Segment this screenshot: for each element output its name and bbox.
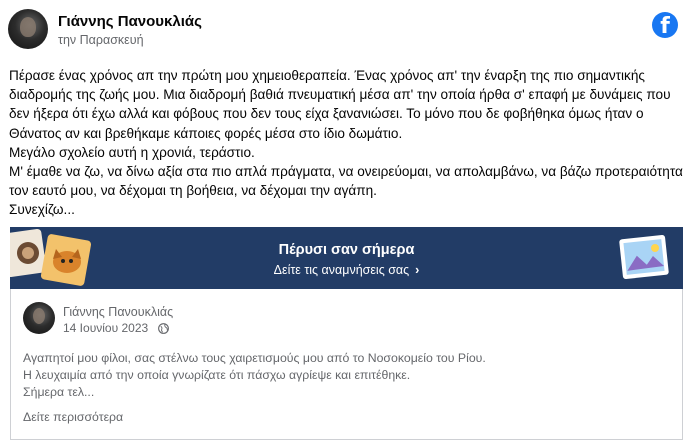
see-memories-link[interactable] [10,263,683,277]
post-text [9,66,683,220]
post-paragraph: Συνεχίζω... [9,202,75,218]
post-paragraph: Μεγάλο σχολείο αυτή η χρονιά, τεράστιο. [9,144,255,160]
see-more-link[interactable]: Δείτε περισσότερα [23,410,124,424]
shared-post-date[interactable] [63,321,169,335]
shared-post-date-text: 14 Ιουνίου 2023 [63,321,149,335]
shared-post-author[interactable]: Γιάννης Πανουκλιάς [63,305,174,319]
shared-author-avatar[interactable] [23,302,55,334]
post-header [8,9,684,53]
shared-post-line: Σήμερα τελ... [23,385,95,399]
shared-post-line: Η λευχαιμία από την οποία γνωρίζατε ότι πάσχω αγρίεψε και επιτέθηκε. [23,368,411,382]
see-memories-label: Δείτε τις αναμνήσεις σας [273,263,410,277]
shared-post-line: Αγαπητοί μου φίλοι, σας στέλνω τους χαιρετισμούς μου από το Νοσοκομείο του Ρίου. [23,351,486,365]
memories-title: Πέρυσι σαν σήμερα [278,242,415,258]
shared-memory-post[interactable] [10,289,683,440]
chevron-right-icon: › [415,263,420,277]
globe-icon [158,323,169,334]
shared-post-text [23,350,663,401]
post-timestamp[interactable]: την Παρασκευή [58,33,144,47]
author-avatar[interactable] [8,9,48,49]
memories-illustration-right [619,233,671,281]
post-paragraph: Μ' έμαθε να ζω, να δίνω αξία στα πιο απλά πράγματα, να ονειρεύομαι, να απολαμβάνω, να βάζω προτεραιότητα τον εαυτό μου, να δέχομαι τη βοήθεια, να δέχομαι την αγάπη. [9,164,683,199]
facebook-logo-icon[interactable]: f [652,12,678,38]
memories-illustration-left [10,227,100,289]
post-paragraph: Πέρασε ένας χρόνος απ την πρώτη μου χημειοθεραπεία. Ένας χρόνος απ' την έναρξη της πιο σημαντικής διαδρομής της ζωής μου. Μια διαδρομή βαθιά πνευματική μέσα απ' την οποία ήρθα σ' επαφή με δυνάμεις που δεν ήξερα ότι έχω αλλά και φόβους που δεν τους είχα ξανανιώσει. Το μόνο που δε φοβήθηκα όμως ήταν ο Θάνατος αν και βρεθήκαμε κάποιες φορές μέσα στο ίδιο δωμάτιο. [9,68,671,141]
memories-banner[interactable] [10,227,683,289]
post-author-name[interactable]: Γιάννης Πανουκλιάς [58,13,202,30]
